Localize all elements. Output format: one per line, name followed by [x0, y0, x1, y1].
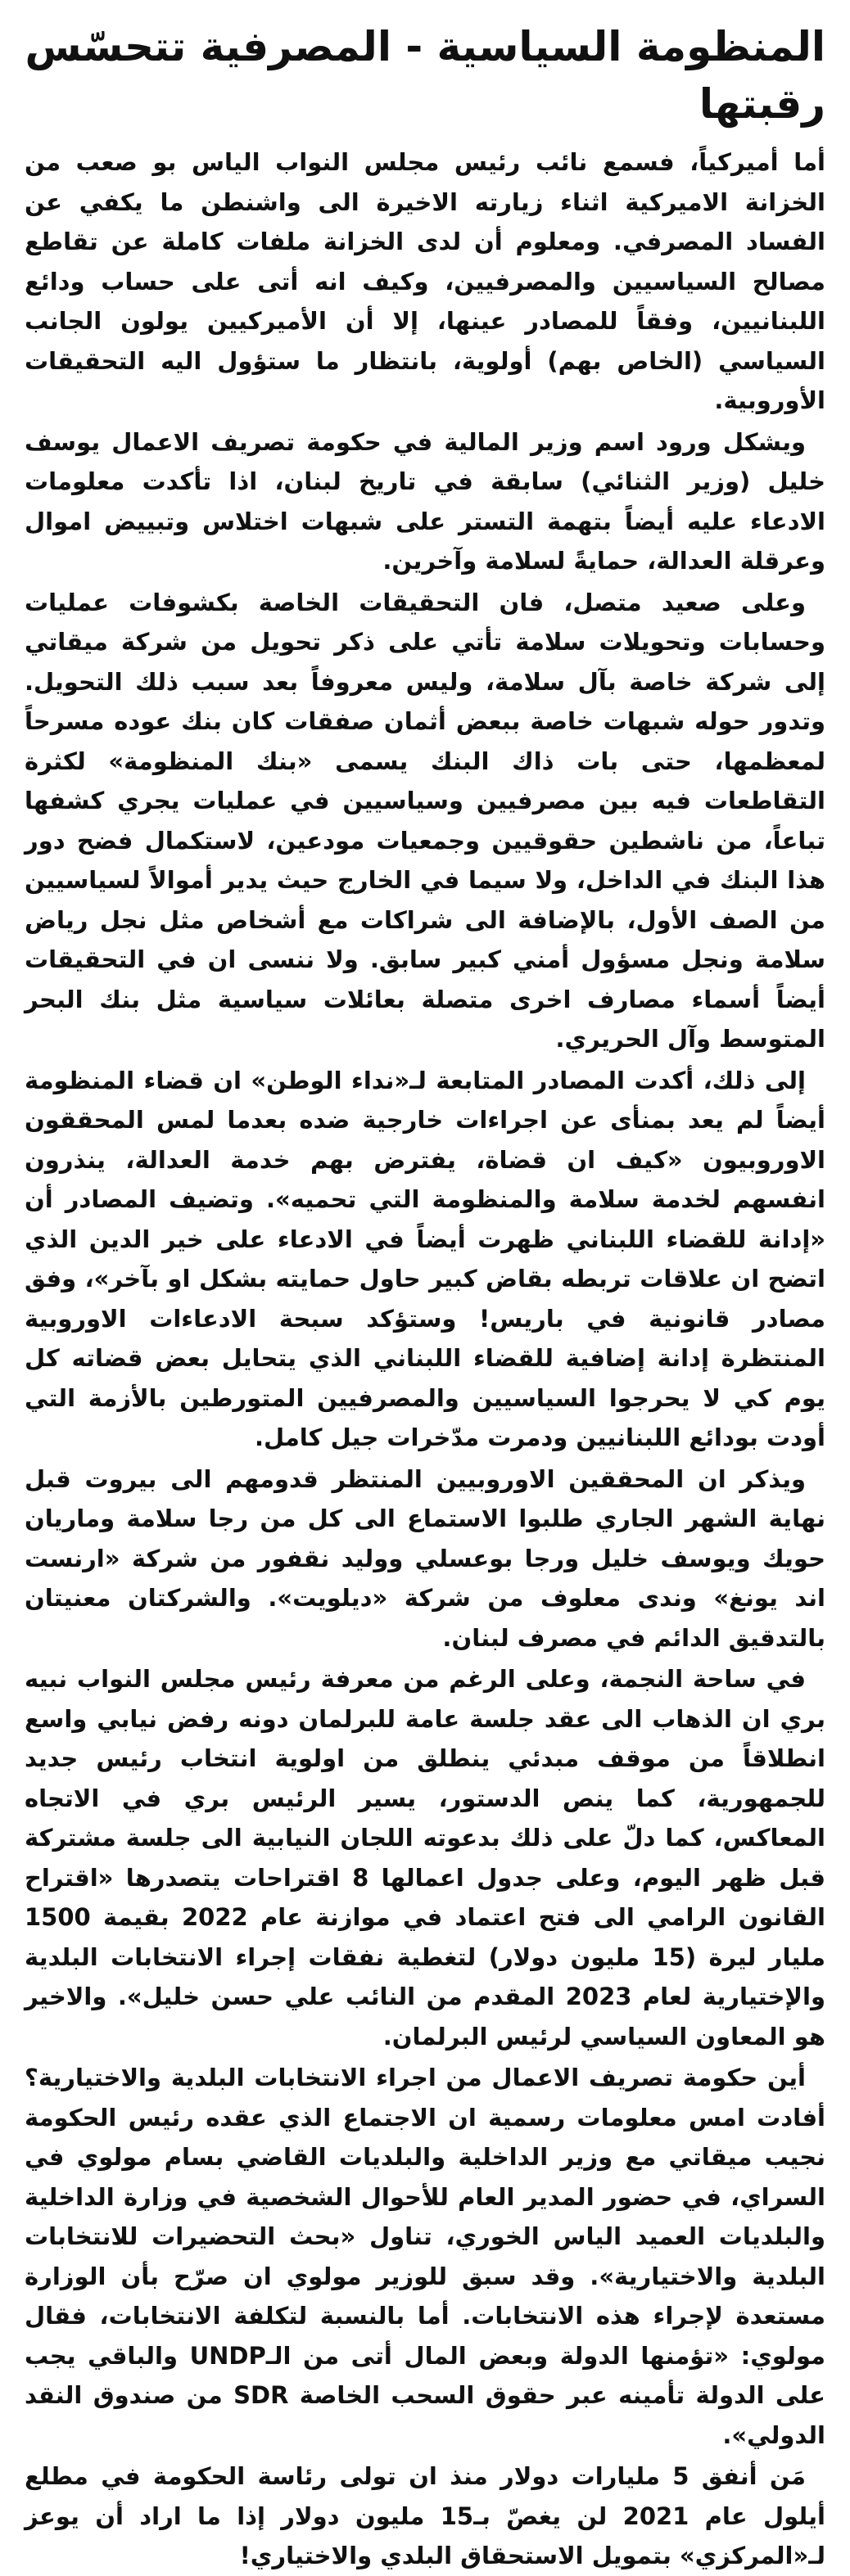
article-paragraph: مَن أنفق 5 مليارات دولار منذ ان تولى رئاسة الحكومة في مطلع أيلول عام 2021 لن يغصّ بـ15 مليون دولار إذا ما اراد أن يوعز لـ«المركزي» بتمويل الاستحقاق البلدي والاختياري! — [25, 2462, 825, 2569]
article-paragraph: في ساحة النجمة، وعلى الرغم من معرفة رئيس مجلس النواب نبيه بري ان الذهاب الى عقد جلسة عامة للبرلمان دونه رفض نيابي واسع انطلاقاً من موقف مبدئي ينطلق من اولوية انتخاب رئيس جديد للجمهورية، كما ينص الدستور، يسير الرئيس بري في الاتجاه المعاكس، كما دلّ على ذلك بدعوته اللجان النيابية الى جلسة مشتركة قبل ظهر اليوم، وعلى جدول اعمالها 8 اقتراحات يتصدرها «اقتراح القانون الرامي الى فتح اعتماد في موازنة عام 2022 بقيمة 1500 مليار ليرة (15 مليون دولار) لتغطية نفقات إجراء الانتخابات البلدية والإختيارية لعام 2023 المقدم من النائب علي حسن خليل». والاخير هو المعاون السياسي لرئيس البرلمان. — [25, 1665, 825, 2050]
article-paragraph: أين حكومة تصريف الاعمال من اجراء الانتخابات البلدية والاختيارية؟ أفادت امس معلومات رسمية ان الاجتماع الذي عقده رئيس الحكومة نجيب ميقاتي مع وزير الداخلية والبلديات القاضي بسام مولوي في السراي، في حضور المدير العام للأحوال الشخصية في وزارة الداخلية والبلديات العميد الياس الخوري، تناول «بحث التحضيرات للانتخابات البلدية والاختيارية». وقد سبق للوزير مولوي ان صرّح بأن الوزارة مستعدة لإجراء هذه الانتخابات. أما بالنسبة لتكلفة الانتخابات، فقال مولوي: «تؤمنها الدولة وبعض المال أتى من الـUNDP والباقي يجب على الدولة تأمينه عبر حقوق السحب الخاصة SDR من صندوق النقد الدولي». — [25, 2064, 826, 2449]
article-paragraph: ويشكل ورود اسم وزير المالية في حكومة تصريف الاعمال يوسف خليل (وزير الثنائي) سابقة في تاريخ لبنان، اذا تأكدت معلومات الادعاء عليه أيضاً بتهمة التستر على شبهات اختلاس وتبييض اموال وعرقلة العدالة، حمايةً لسلامة وآخرين. — [25, 427, 825, 575]
article-paragraph: إلى ذلك، أكدت المصادر المتابعة لـ«نداء الوطن» ان قضاء المنظومة أيضاً لم يعد بمنأى عن اجراءات خارجية ضده بعدما لمس المحققون الاوروبيون «كيف ان قضاة، يفترض بهم خدمة العدالة، ينذرون انفسهم لخدمة سلامة والمنظومة التي تحميه». وتضيف المصادر أن «إدانة للقضاء اللبناني ظهرت أيضاً في الادعاء على خير الدين الذي اتضح ان علاقات تربطه بقاض كبير حاول حمايته بشكل او بآخر»، وفق مصادر قانونية في باريس! وستؤكد سبحة الادعاءات الاوروبية المنتظرة إدانة إضافية للقضاء اللبناني الذي يتحايل بعض قضاته كل يوم كي لا يحرجوا السياسيين والمصرفيين المتورطين بالأزمة التي أودت بودائع اللبنانيين ودمرت مدّخرات جيل كامل. — [25, 1066, 825, 1451]
article-paragraph: أما أميركياً، فسمع نائب رئيس مجلس النواب الياس بو صعب من الخزانة الاميركية اثناء زيارته الاخيرة الى واشنطن ما يكفي عن الفساد المصرفي. ومعلوم أن لدى الخزانة ملفات كاملة عن تقاطع مصالح السياسيين والمصرفيين، وكيف انه أتى على حساب ودائع اللبنانيين، وفقاً للمصادر عينها، إلا أن الأميركيين يولون الجانب السياسي (الخاص بهم) أولوية، بانتظار ما ستؤول اليه التحقيقات الأوروبية. — [25, 148, 825, 414]
article-headline: المنظومة السياسية - المصرفية تتحسّس رقبتها — [25, 23, 825, 128]
article-paragraph: وعلى صعيد متصل، فان التحقيقات الخاصة بكشوفات عمليات وحسابات وتحويلات سلامة تأتي على ذكر تحويل من شركة ميقاتي إلى شركة خاصة بآل سلامة، وليس معروفاً بعد سبب ذلك التحويل. وتدور حوله شبهات خاصة ببعض أثمان صفقات كان بنك عوده مسرحاً لمعظمها، حتى بات ذاك البنك يسمى «بنك المنظومة» لكثرة التقاطعات فيه بين مصرفيين وسياسيين في عمليات يجري كشفها تباعاً، من ناشطين حقوقيين وجمعيات مودعين، لاستكمال فضح دور هذا البنك في الداخل، ولا سيما في الخارج حيث يدير أموالاً لسياسيين من الصف الأول، بالإضافة الى شراكات مع أشخاص مثل نجل رياض سلامة ونجل مسؤول أمني كبير سابق. ولا ننسى ان في التحقيقات أيضاً أسماء مصارف اخرى متصلة بعائلات سياسية مثل بنك البحر المتوسط وآل الحريري. — [25, 588, 825, 1053]
article-paragraph: ويذكر ان المحققين الاوروبيين المنتظر قدومهم الى بيروت قبل نهاية الشهر الجاري طلبوا الاستماع الى كل من رجا سلامة وماريان حويك ويوسف خليل ورجا بوعسلي ووليد نقفور من شركة «ارنست اند يونغ» وندى معلوف من شركة «ديلويت». والشركتان معنيتان بالتدقيق الدائم في مصرف لبنان. — [25, 1464, 825, 1652]
article-body — [25, 142, 825, 2576]
